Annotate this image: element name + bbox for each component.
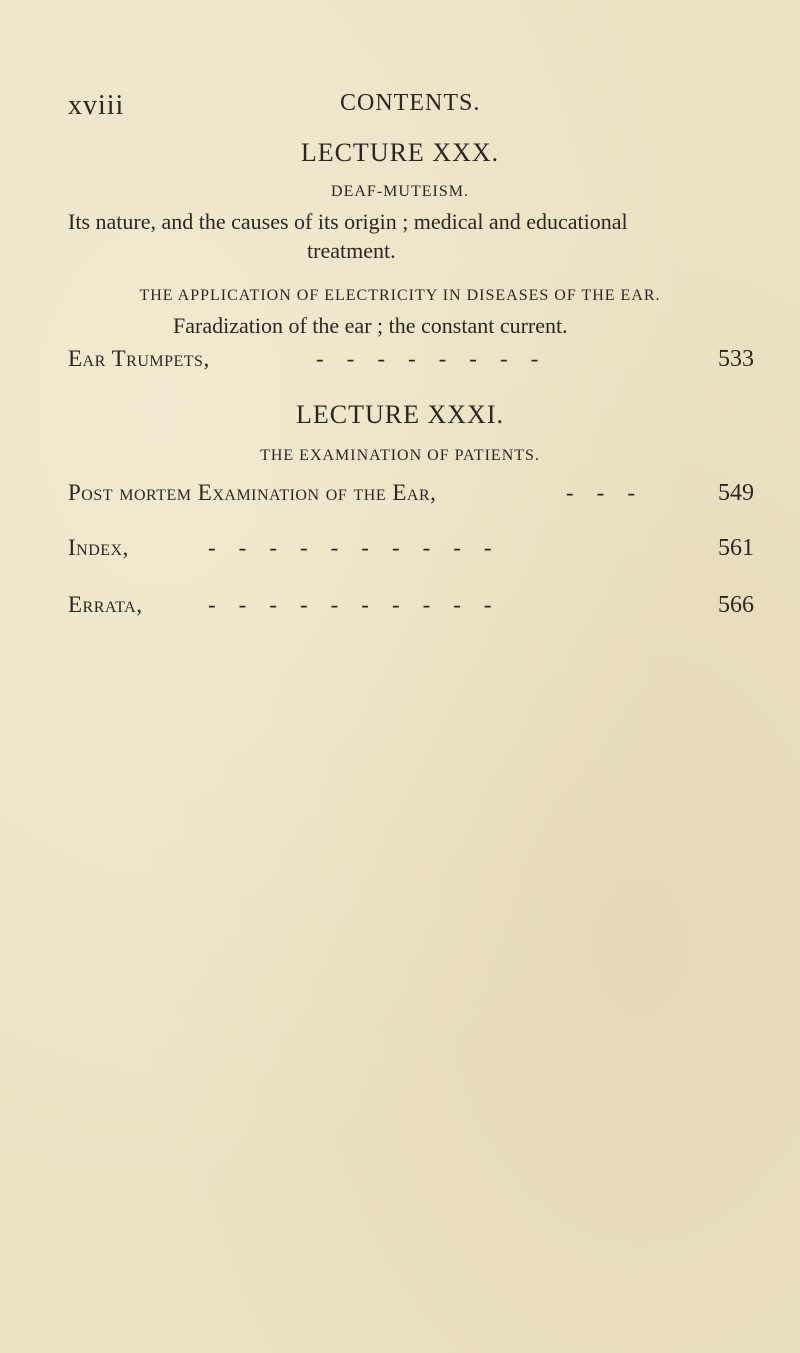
toc-entry-label: Index, xyxy=(68,535,129,560)
lecture-30-description2: Faradization of the ear ; the constant current. xyxy=(173,313,568,338)
toc-entry-index xyxy=(68,535,754,569)
lecture-30-subject2: THE APPLICATION OF ELECTRICITY IN DISEASES OF THE EAR. xyxy=(139,287,661,304)
toc-entry-page: 561 xyxy=(718,535,754,561)
toc-entry-post-mortem xyxy=(68,480,754,514)
toc-entry-errata xyxy=(68,592,754,626)
toc-entry-label: Post mortem Examination of the Ear, xyxy=(68,480,437,505)
page-number: xviii xyxy=(68,90,125,121)
toc-entry-leader: - - - - - - - - - - xyxy=(208,535,492,560)
toc-entry-leader: - - - - - - - - - - xyxy=(208,592,492,617)
toc-entry-label: Ear Trumpets, xyxy=(68,346,210,371)
lecture-31-title: LECTURE XXXI. xyxy=(296,400,504,429)
toc-entry-ear-trumpets xyxy=(68,346,754,380)
toc-entry-label: Errata, xyxy=(68,592,143,617)
running-head xyxy=(0,90,800,130)
lecture-30-description-line2: treatment. xyxy=(307,238,396,263)
lecture-30-subject: DEAF-MUTEISM. xyxy=(331,183,469,200)
running-head-title: CONTENTS. xyxy=(340,90,481,116)
toc-entry-leader: - - - - - - - - xyxy=(316,346,539,371)
lecture-31-subject: THE EXAMINATION OF PATIENTS. xyxy=(260,447,540,464)
toc-entry-page: 549 xyxy=(718,480,754,506)
toc-entry-leader: - - - xyxy=(566,480,635,505)
toc-entry-page: 566 xyxy=(718,592,754,618)
toc-entry-page: 533 xyxy=(718,346,754,372)
lecture-30-title: LECTURE XXX. xyxy=(300,138,500,167)
lecture-30-description-line1: Its nature, and the causes of its origin ; medical and educational xyxy=(68,209,628,234)
